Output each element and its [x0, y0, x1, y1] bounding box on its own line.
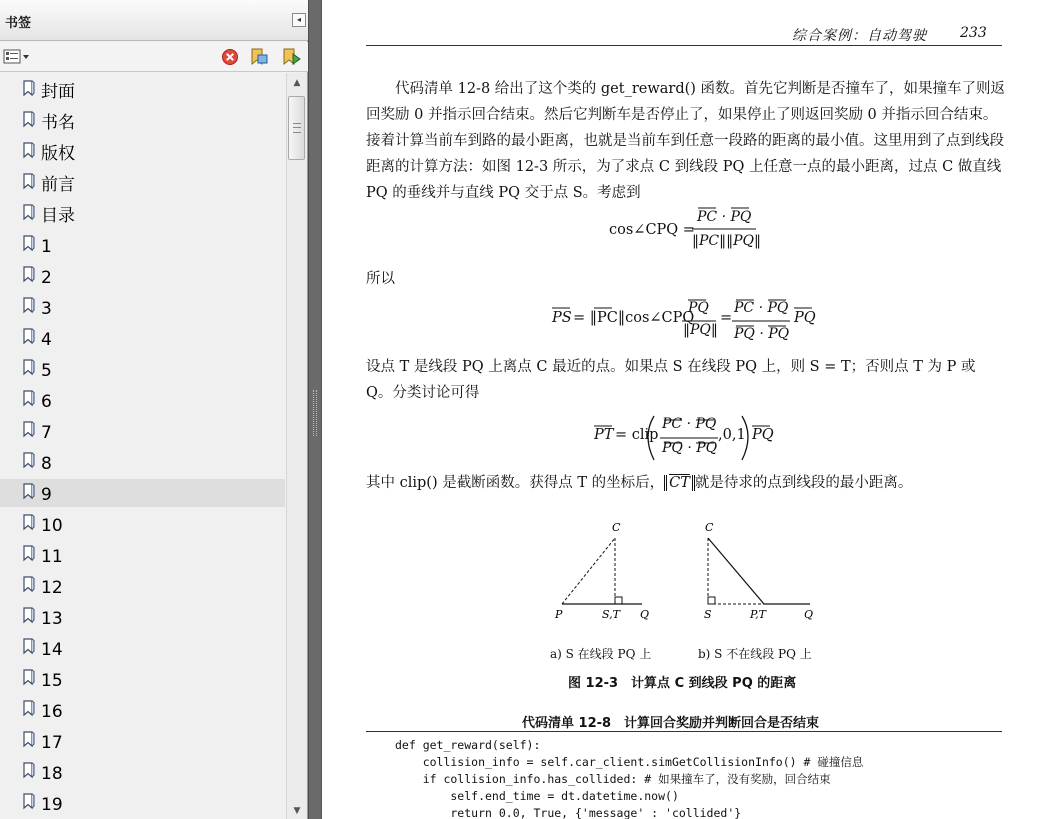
- fig-b-s: S: [704, 608, 712, 621]
- page-number: 233: [960, 25, 987, 41]
- bookmark-item[interactable]: [0, 696, 285, 724]
- bookmark-label: 18: [41, 764, 63, 784]
- bookmark-item[interactable]: [0, 231, 285, 259]
- eq1-denominator: ‖PC‖‖PQ‖: [692, 233, 762, 249]
- bookmark-icon: [22, 762, 35, 779]
- bookmark-icon: [22, 793, 35, 810]
- bookmark-item[interactable]: [0, 510, 285, 538]
- eq2-lhs: PS: [552, 310, 572, 326]
- fig-a-q: Q: [640, 608, 650, 621]
- bookmark-label: 17: [41, 733, 63, 753]
- fig-a-st: S,T: [602, 608, 620, 621]
- eq2-equals: =: [720, 310, 733, 326]
- bookmark-item[interactable]: [0, 76, 285, 104]
- bookmark-item[interactable]: [0, 293, 285, 321]
- splitter-grip-icon: [313, 390, 317, 436]
- eq1-lhs: cos∠CPQ =: [609, 222, 695, 238]
- bookmark-icon: [22, 669, 35, 686]
- bookmark-label: 10: [41, 516, 63, 536]
- code-line: return 0.0, True, {'message' : 'collided'}: [395, 806, 742, 819]
- bookmark-icon: [22, 638, 35, 655]
- bookmark-item[interactable]: [0, 727, 285, 755]
- bookmark-item[interactable]: [0, 324, 285, 352]
- eq3-lhs: PT: [594, 427, 614, 443]
- bookmark-label: 13: [41, 609, 63, 629]
- paragraph-cases: 设点 T 是线段 PQ 上离点 C 最近的点。如果点 S 在线段 PQ 上，则 S = T；否则点 T 为 P 或 Q。分类讨论可得: [366, 359, 976, 401]
- expand-bookmark-button[interactable]: [249, 48, 269, 66]
- bookmark-icon: [22, 173, 35, 190]
- p3-text-a: 其中 clip() 是截断函数。获得点 T 的坐标后，: [366, 475, 665, 491]
- eq2-frac1-den: ‖PQ‖: [683, 322, 718, 338]
- document-page: [322, 0, 1046, 819]
- bookmarks-toolbar: [0, 42, 308, 72]
- eq2-frac2-den: PQ · PQ: [734, 326, 790, 342]
- bookmark-item[interactable]: [0, 417, 285, 445]
- bookmark-icon: [22, 359, 35, 376]
- running-head: 综合案例：自动驾驶: [792, 28, 927, 44]
- new-bookmark-icon: [281, 48, 301, 66]
- panel-title: 书签: [5, 16, 32, 31]
- eq3-denominator: PQ · PQ: [662, 440, 718, 456]
- bookmark-label: 12: [41, 578, 63, 598]
- bookmark-item[interactable]: [0, 758, 285, 786]
- scroll-down-button[interactable]: ▼: [293, 806, 301, 816]
- bookmark-icon: [22, 731, 35, 748]
- bookmark-label: 封面: [41, 82, 75, 102]
- bookmark-icon: [22, 576, 35, 593]
- bookmark-scrollbar[interactable]: [286, 73, 307, 819]
- figure-caption: 图 12-3 计算点 C 到线段 PQ 的距离: [568, 676, 797, 691]
- bookmark-item[interactable]: [0, 386, 285, 414]
- bookmark-label: 9: [41, 485, 52, 505]
- bookmarks-panel: [0, 0, 308, 819]
- figure-subcaption-a: a) S 在线段 PQ 上: [550, 647, 652, 661]
- bookmark-icon: [22, 297, 35, 314]
- panel-splitter[interactable]: [308, 0, 322, 819]
- bookmark-item[interactable]: [0, 541, 285, 569]
- paragraph-suoyi: 所以: [366, 271, 395, 287]
- bookmark-icon: [22, 204, 35, 221]
- bookmark-label: 19: [41, 795, 63, 815]
- eq1-fraction-marks: [690, 204, 758, 260]
- bookmark-label: 书名: [41, 113, 75, 133]
- options-menu-button[interactable]: [3, 48, 31, 66]
- bookmark-label: 11: [41, 547, 63, 567]
- bookmark-label: 前言: [41, 175, 75, 195]
- figure-12-3-diagram: [542, 510, 832, 650]
- bookmark-label: 4: [41, 330, 52, 350]
- scrollbar-thumb[interactable]: [288, 96, 305, 160]
- eq3-args: ,0,1: [718, 427, 746, 443]
- figure-subcaption-b: b) S 不在线段 PQ 上: [698, 647, 812, 661]
- paragraph-intro: 代码清单 12-8 给出了这个类的 get_reward() 函数。首先它判断是否撞车了，如果撞车了则返回奖励 0 并指示回合结束。然后它判断车是否停止了，如果停止了则返回奖励 0 并指示回合结束。接着计算当前车到路的最小距离，也就是当前车到任意一段路的距离的最小值。这里用到了点到线段距离的计算方法：如图 12-3 所示，为了求点 C 到线段 PQ 上任意一点的最小距离，过点 C 做直线 PQ 的垂线并与直线 PQ 交于点 S。考虑到: [366, 81, 1006, 201]
- bookmark-label: 2: [41, 268, 52, 288]
- bookmark-icon: [22, 545, 35, 562]
- code-listing-caption: 代码清单 12-8 计算回合奖励并判断回合是否结束: [522, 716, 820, 731]
- eq3-numerator: PC · PQ: [662, 416, 717, 432]
- bookmark-label: 6: [41, 392, 52, 412]
- delete-bookmark-button[interactable]: [221, 48, 239, 66]
- bookmark-icon: [22, 80, 35, 97]
- bookmarks-panel-header: [0, 0, 308, 41]
- eq2-middle: = ‖PC‖cos∠CPQ: [573, 310, 695, 326]
- bookmark-label: 1: [41, 237, 52, 257]
- code-line: collision_info = self.car_client.simGetCollisionInfo() # 碰撞信息: [395, 755, 864, 769]
- bookmark-icon: [22, 514, 35, 531]
- eq2-tail: PQ: [794, 310, 816, 326]
- bookmark-item[interactable]: [0, 107, 285, 135]
- eq2-frac1-num: PQ: [688, 300, 709, 316]
- bookmark-label: 3: [41, 299, 52, 319]
- bookmark-item[interactable]: [0, 603, 285, 631]
- collapse-panel-button[interactable]: ◂: [292, 13, 306, 27]
- grip-icon: [293, 123, 301, 133]
- bookmark-item[interactable]: [0, 665, 285, 693]
- new-bookmark-button[interactable]: [281, 48, 301, 66]
- bookmark-icon: [22, 266, 35, 283]
- bookmark-label: 15: [41, 671, 63, 691]
- bookmark-icon: [22, 390, 35, 407]
- bookmark-icon: [22, 142, 35, 159]
- eq2-frac2-num: PC · PQ: [734, 300, 789, 316]
- bookmark-icon: [22, 700, 35, 717]
- bookmark-item[interactable]: [0, 200, 285, 228]
- fig-b-c: C: [705, 521, 714, 534]
- header-rule: [366, 45, 1002, 46]
- bookmark-icon: [22, 607, 35, 624]
- bookmark-label: 14: [41, 640, 63, 660]
- fig-a-c: C: [612, 521, 621, 534]
- bookmark-item[interactable]: [0, 355, 285, 383]
- paragraph-clip: [366, 470, 1006, 496]
- code-listing: [395, 737, 863, 819]
- bookmark-list: [0, 73, 286, 819]
- scroll-up-button[interactable]: ▲: [293, 78, 301, 88]
- bookmark-item[interactable]: [0, 448, 285, 476]
- code-rule: [366, 731, 1002, 732]
- bookmark-label: 版权: [41, 144, 75, 164]
- eq1-numerator: PC · PQ: [697, 209, 752, 225]
- eq3-tail: PQ: [752, 427, 774, 443]
- code-line: if collision_info.has_collided: # 如果撞车了，没有奖励，回合结束: [395, 772, 831, 786]
- code-line: self.end_time = dt.datetime.now(): [395, 789, 679, 803]
- bookmark-item[interactable]: [0, 138, 285, 166]
- bookmark-item[interactable]: [0, 169, 285, 197]
- expand-bookmark-icon: [249, 48, 269, 66]
- p3-ct-norm: $\overline{CT}$: [664, 475, 695, 491]
- bookmark-icon: [22, 452, 35, 469]
- bookmark-item[interactable]: [0, 262, 285, 290]
- delete-icon: [221, 48, 239, 66]
- bookmark-label: 5: [41, 361, 52, 381]
- bookmark-label: 8: [41, 454, 52, 474]
- bookmark-label: 7: [41, 423, 52, 443]
- bookmark-icon: [22, 483, 35, 500]
- fig-b-q: Q: [804, 608, 814, 621]
- bookmark-item[interactable]: [0, 572, 285, 600]
- bookmark-icon: [22, 111, 35, 128]
- bookmark-label: 16: [41, 702, 63, 722]
- eq3-clip: = clip: [615, 427, 659, 443]
- fig-a-p: P: [555, 608, 563, 621]
- code-line: def get_reward(self):: [395, 738, 541, 752]
- list-options-icon: [3, 48, 31, 66]
- bookmark-icon: [22, 235, 35, 252]
- bookmark-item[interactable]: [0, 634, 285, 662]
- bookmark-label: 目录: [41, 206, 75, 226]
- fig-b-pt: P,T: [750, 608, 767, 621]
- p3-text-b: 就是待求的点到线段的最小距离。: [694, 475, 913, 491]
- bookmark-icon: [22, 421, 35, 438]
- bookmark-item[interactable]: [0, 479, 285, 507]
- bookmark-icon: [22, 328, 35, 345]
- bookmark-item[interactable]: [0, 789, 285, 817]
